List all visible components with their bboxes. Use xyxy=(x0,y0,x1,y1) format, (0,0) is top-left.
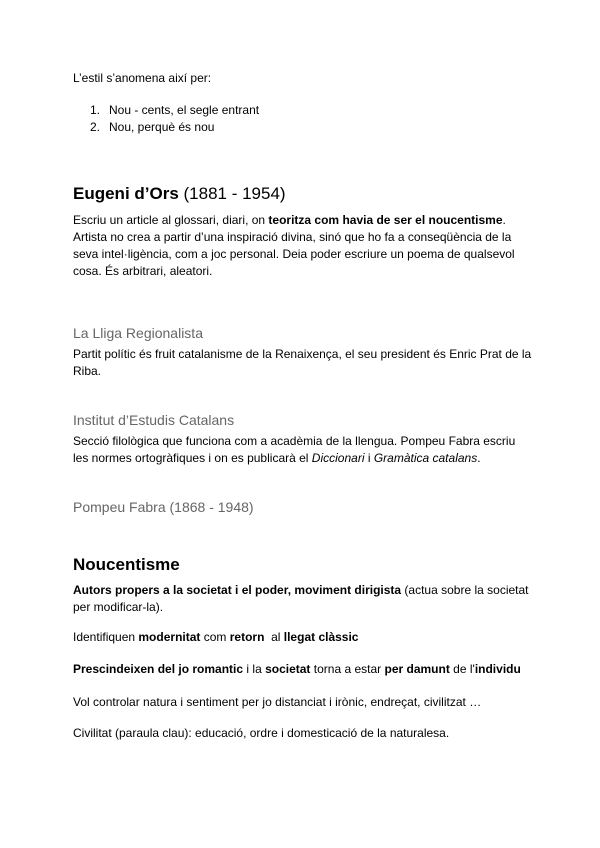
bold-run: teoritza com havia de ser el noucentisme xyxy=(268,213,503,227)
heading-iec: Institut d’Estudis Catalans xyxy=(73,412,235,428)
heading-noucentisme xyxy=(73,554,180,576)
bold-run: llegat clàssic xyxy=(283,630,359,644)
bold-run: modernitat xyxy=(138,630,201,644)
text-run: com xyxy=(200,630,230,644)
heading-lliga: La Lliga Regionalista xyxy=(73,325,203,341)
list-number: 2. xyxy=(90,120,101,134)
heading-pompeu-fabra: Pompeu Fabra (1868 - 1948) xyxy=(73,499,254,515)
text-run: al xyxy=(264,630,284,644)
text-run: i la xyxy=(243,662,266,676)
iec-paragraph xyxy=(73,433,533,467)
italic-run: Diccionari xyxy=(311,451,365,465)
intro-text: L’estil s’anomena així per: xyxy=(73,71,212,85)
text-run: i xyxy=(364,451,374,465)
bold-run: individu xyxy=(474,662,521,676)
bold-run: per damunt xyxy=(384,662,450,676)
lliga-paragraph: Partit polític és fruit catalanisme de la Renaixença, el seu president és Enric Prat de la Riba. xyxy=(73,347,532,378)
list-item-text: Nou, perquè és nou xyxy=(109,120,215,134)
list-item xyxy=(73,119,259,136)
nouc-paragraph-3 xyxy=(73,661,553,678)
text-run: . Artista no crea a partir d’una inspiració divina, sinó que ho fa a conseqüència de la seva intel·ligència, com a joc personal. Deia poder escriure un poema de qualsevol cosa. És arbitrari, aleatori. xyxy=(73,213,515,278)
bold-run: Prescindeixen del jo romantic xyxy=(73,662,244,676)
text-run: torna a estar xyxy=(310,662,385,676)
text-run: (actua sobre la societat per modificar-la). xyxy=(73,583,529,614)
text-run: Escriu un article al glossari, diari, on xyxy=(73,213,269,227)
list-item-text: Nou - cents, el segle entrant xyxy=(109,103,260,117)
bold-run: societat xyxy=(265,662,311,676)
heading-eugeni-dors xyxy=(73,183,286,205)
text-run: Identifiquen xyxy=(73,630,139,644)
italic-run: Gramàtica catalans xyxy=(373,451,478,465)
reasons-list xyxy=(73,102,259,136)
nouc-paragraph-5: Civilitat (paraula clau): educació, ordre i domesticació de la naturalesa. xyxy=(73,726,450,740)
bold-run: Autors propers a la societat i el poder, moviment dirigista xyxy=(73,583,402,597)
heading-title: Noucentisme xyxy=(73,555,180,574)
bold-run: retorn xyxy=(229,630,265,644)
text-run: . xyxy=(477,451,481,465)
heading-name: Eugeni d’Ors xyxy=(73,184,179,203)
text-run: Secció filològica que funciona com a acadèmia de la llengua. Pompeu Fabra escriu les normes ortogràfiques i on es publicarà el xyxy=(73,434,516,465)
nouc-paragraph-1 xyxy=(73,582,533,616)
nouc-paragraph-2 xyxy=(73,629,533,646)
heading-dates: (1881 - 1954) xyxy=(178,184,286,203)
list-item xyxy=(73,102,259,119)
ors-paragraph xyxy=(73,212,533,280)
nouc-paragraph-4: Vol controlar natura i sentiment per jo distanciat i irònic, endreçat, civilitzat … xyxy=(73,695,482,709)
text-run: de l' xyxy=(449,662,475,676)
list-number: 1. xyxy=(90,103,101,117)
